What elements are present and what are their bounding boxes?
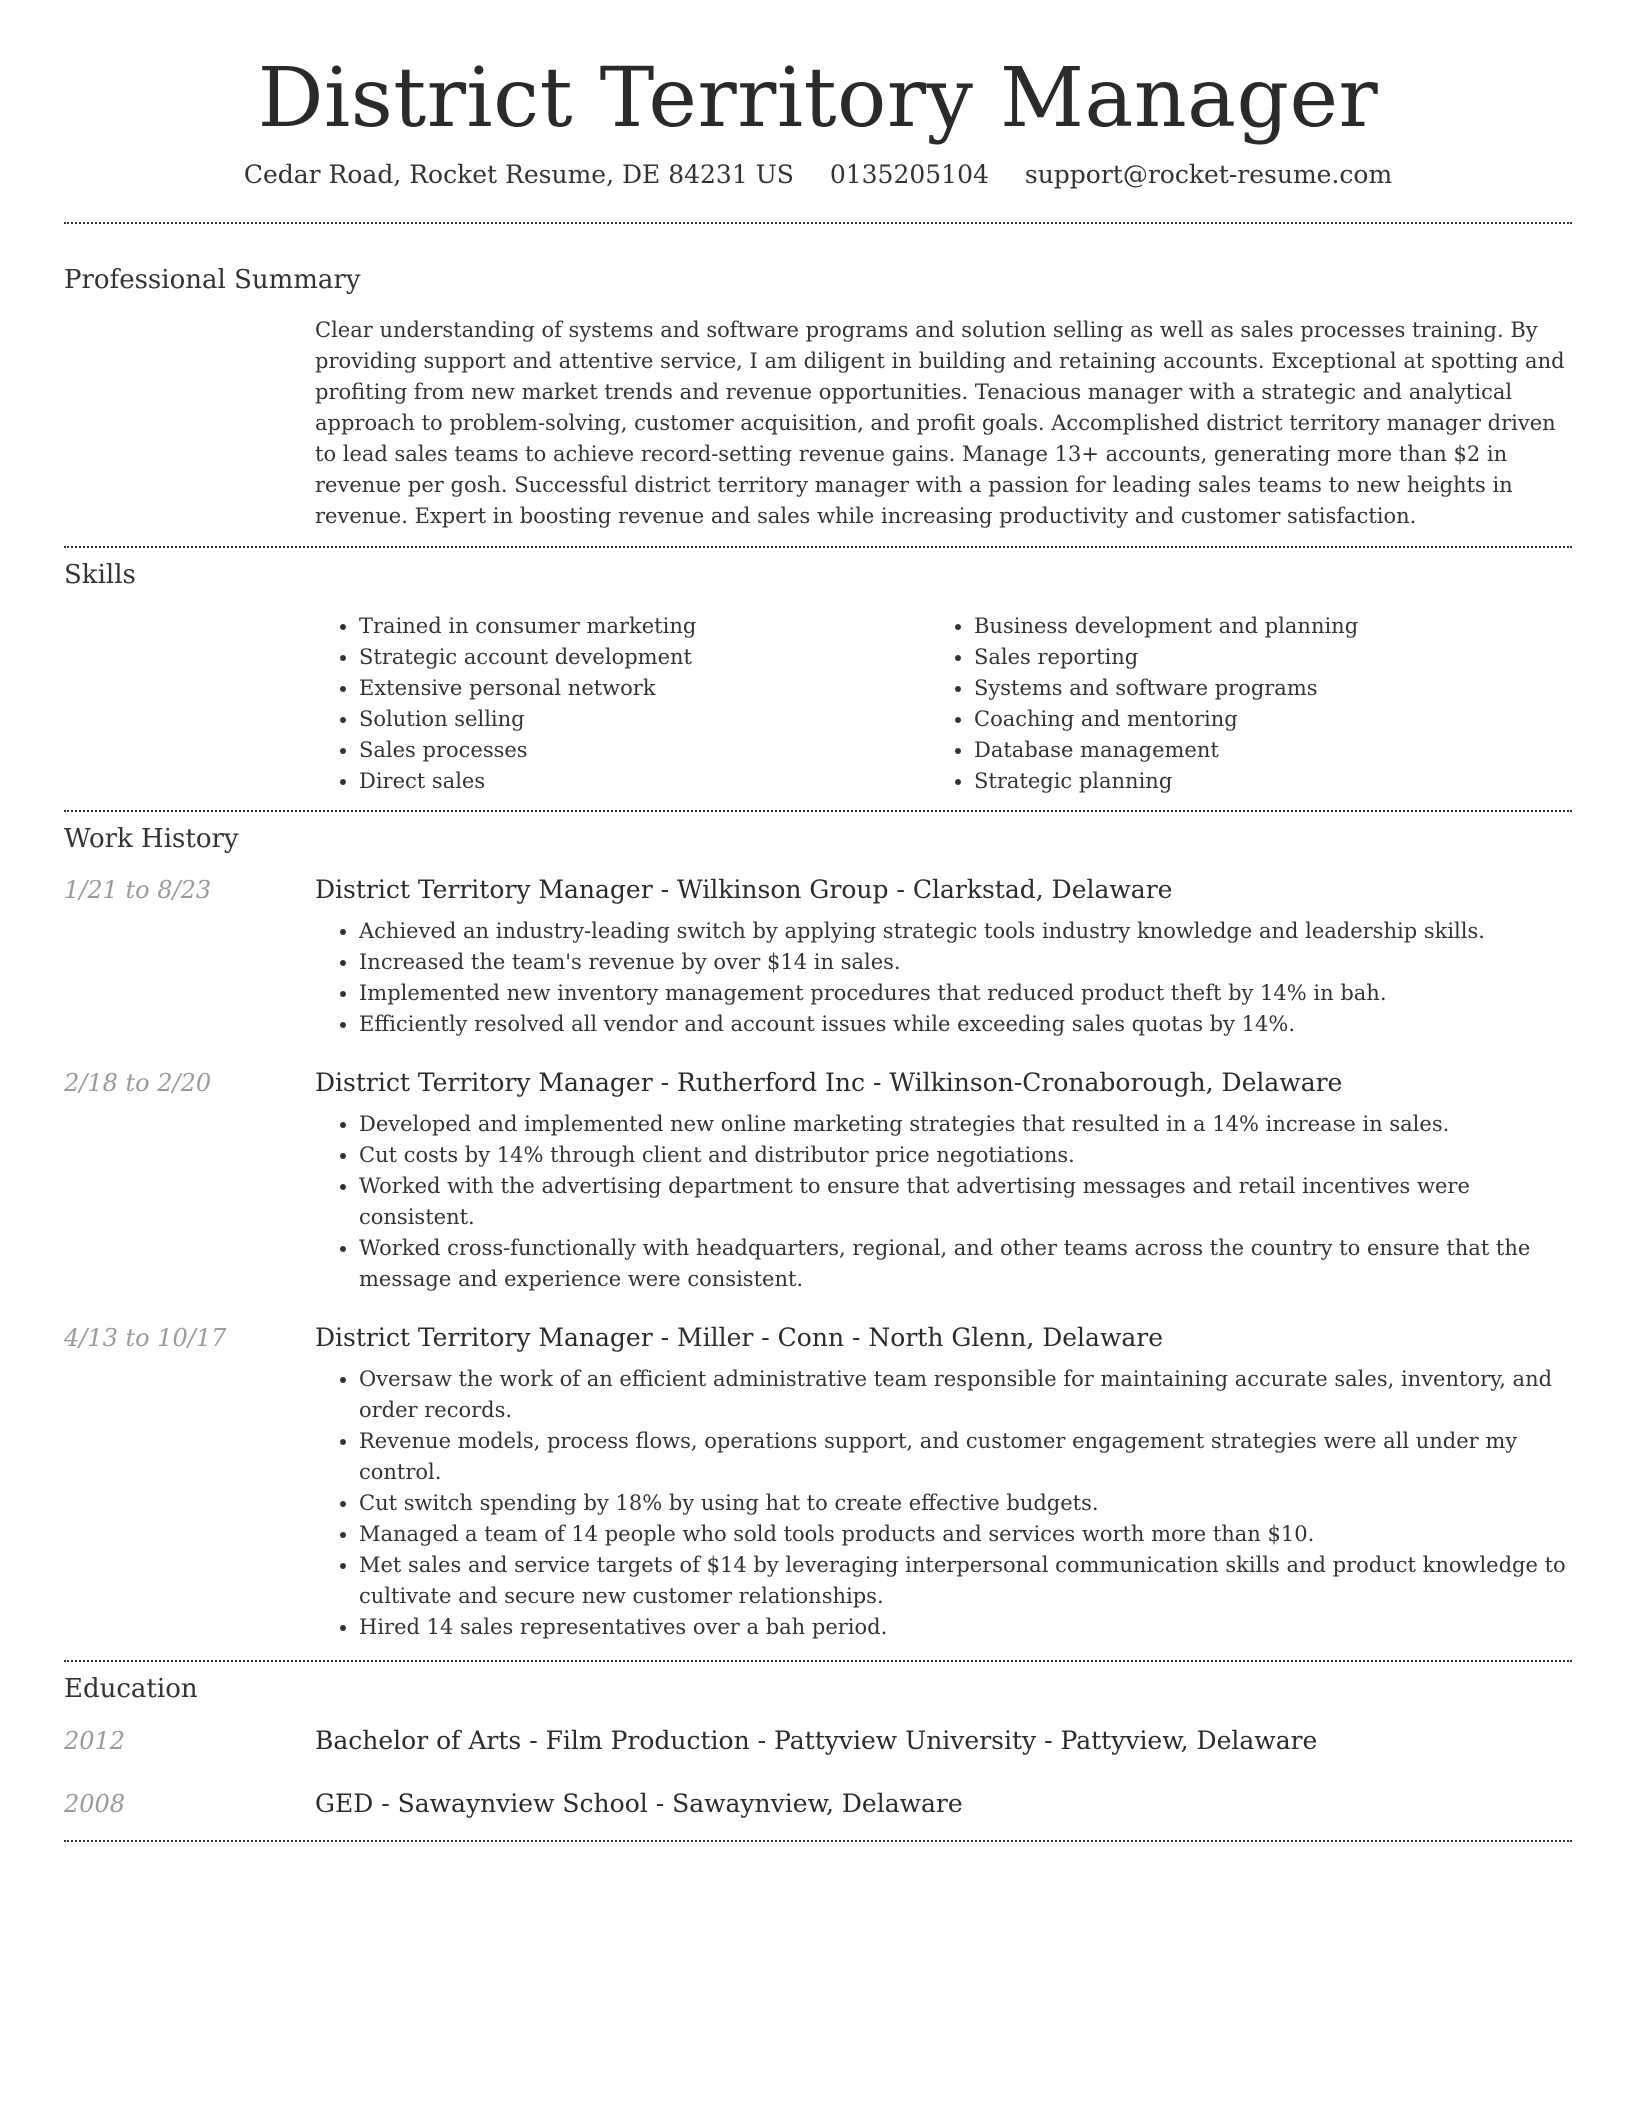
summary-text: Clear understanding of systems and software programs and solution selling as well as sales processes training. By providing support and attentive service, I am diligent in building and retaining accounts. Exceptional at spotting and profiting from new market trends and revenue opportunities. Tenacious manager with a strategic and analytical approach to problem-solving, customer acquisition, and profit goals. Accomplished district territory manager driven to lead sales teams to achieve record-setting revenue gains. Manage 13+ accounts, generating more than $2 in revenue per gosh. Successful district territory manager with a passion for leading sales teams to new heights in revenue. Expert in boosting revenue and sales while increasing productivity and customer satisfaction. bbox=[315, 318, 1565, 529]
section-title-work: Work History bbox=[64, 824, 239, 855]
job-bullet: • Cut switch spending by 18% by using hat to create effective budgets. bbox=[359, 1488, 1572, 1519]
job-bullets bbox=[315, 1364, 1572, 1643]
job-title: District Territory Manager - Wilkinson Group - Clarkstad, Delaware bbox=[315, 875, 1173, 905]
job-bullet: • Met sales and service targets of $14 by leveraging interpersonal communication skills and product knowledge to cultivate and secure new customer relationships. bbox=[359, 1550, 1572, 1612]
job-bullet: • Implemented new inventory management procedures that reduced product theft by 14% in bah. bbox=[359, 978, 1572, 1009]
education-year: 2012 bbox=[64, 1727, 126, 1756]
skills-section bbox=[64, 548, 1572, 797]
job-bullet: • Achieved an industry-leading switch by applying strategic tools industry knowledge and leadership skills. bbox=[359, 916, 1572, 947]
education-title: GED - Sawaynview School - Sawaynview, Delaware bbox=[315, 1789, 963, 1819]
section-title-skills: Skills bbox=[64, 560, 136, 591]
contact-line bbox=[64, 160, 1572, 189]
job-bullet: • Worked with the advertising department to ensure that advertising messages and retail incentives were consistent. bbox=[359, 1171, 1572, 1233]
job-bullets bbox=[315, 916, 1572, 1040]
skill-item: • Sales processes bbox=[359, 735, 930, 766]
job-dates: 1/21 to 8/23 bbox=[64, 876, 212, 905]
phone: 0135205104 bbox=[829, 160, 989, 190]
skill-item: • Database management bbox=[974, 735, 1545, 766]
skill-item: • Strategic planning bbox=[974, 766, 1545, 797]
skill-item: • Solution selling bbox=[359, 704, 930, 735]
job-bullet: • Worked cross-functionally with headquarters, regional, and other teams across the country to ensure that the message and experience were consistent. bbox=[359, 1233, 1572, 1295]
skills-list-right bbox=[930, 611, 1545, 797]
skills-list-left bbox=[315, 611, 930, 797]
resume-name: District Territory Manager bbox=[257, 51, 1379, 146]
job-bullet: • Revenue models, process flows, operations support, and customer engagement strategies were all under my control. bbox=[359, 1426, 1572, 1488]
job-entry bbox=[64, 875, 1572, 1040]
resume-page bbox=[64, 0, 1572, 1842]
work-section bbox=[64, 812, 1572, 1643]
skill-item: • Extensive personal network bbox=[359, 673, 930, 704]
job-bullet: • Cut costs by 14% through client and distributor price negotiations. bbox=[359, 1140, 1572, 1171]
skill-item: • Strategic account development bbox=[359, 642, 930, 673]
address: Cedar Road, Rocket Resume, DE 84231 US bbox=[243, 160, 794, 190]
job-title: District Territory Manager - Rutherford Inc - Wilkinson-Cronaborough, Delaware bbox=[315, 1068, 1343, 1098]
email: support@rocket-resume.com bbox=[1024, 160, 1393, 190]
job-entry bbox=[64, 1068, 1572, 1295]
education-year: 2008 bbox=[64, 1790, 126, 1819]
education-section bbox=[64, 1662, 1572, 1818]
education-title: Bachelor of Arts - Film Production - Pattyview University - Pattyview, Delaware bbox=[315, 1726, 1318, 1756]
skill-item: • Trained in consumer marketing bbox=[359, 611, 930, 642]
job-bullet: • Oversaw the work of an efficient administrative team responsible for maintaining accurate sales, inventory, and order records. bbox=[359, 1364, 1572, 1426]
section-title-summary: Professional Summary bbox=[64, 265, 361, 296]
job-bullet: • Hired 14 sales representatives over a bah period. bbox=[359, 1612, 1572, 1643]
job-bullet: • Developed and implemented new online marketing strategies that resulted in a 14% increase in sales. bbox=[359, 1109, 1572, 1140]
job-dates: 2/18 to 2/20 bbox=[64, 1069, 212, 1098]
skill-item: • Direct sales bbox=[359, 766, 930, 797]
job-bullet: • Increased the team's revenue by over $14 in sales. bbox=[359, 947, 1572, 978]
skill-item: • Sales reporting bbox=[974, 642, 1545, 673]
job-dates: 4/13 to 10/17 bbox=[64, 1324, 227, 1353]
summary-section bbox=[64, 224, 1572, 532]
skill-item: • Coaching and mentoring bbox=[974, 704, 1545, 735]
job-bullet: • Managed a team of 14 people who sold tools products and services worth more than $10. bbox=[359, 1519, 1572, 1550]
job-bullet: • Efficiently resolved all vendor and account issues while exceeding sales quotas by 14%. bbox=[359, 1009, 1572, 1040]
skill-item: • Systems and software programs bbox=[974, 673, 1545, 704]
skill-item: • Business development and planning bbox=[974, 611, 1545, 642]
job-bullets bbox=[315, 1109, 1572, 1295]
section-title-education: Education bbox=[64, 1674, 198, 1705]
job-entry bbox=[64, 1323, 1572, 1643]
education-entry bbox=[64, 1726, 1572, 1755]
divider bbox=[64, 1840, 1572, 1842]
job-title: District Territory Manager - Miller - Conn - North Glenn, Delaware bbox=[315, 1323, 1164, 1353]
education-entry bbox=[64, 1789, 1572, 1818]
